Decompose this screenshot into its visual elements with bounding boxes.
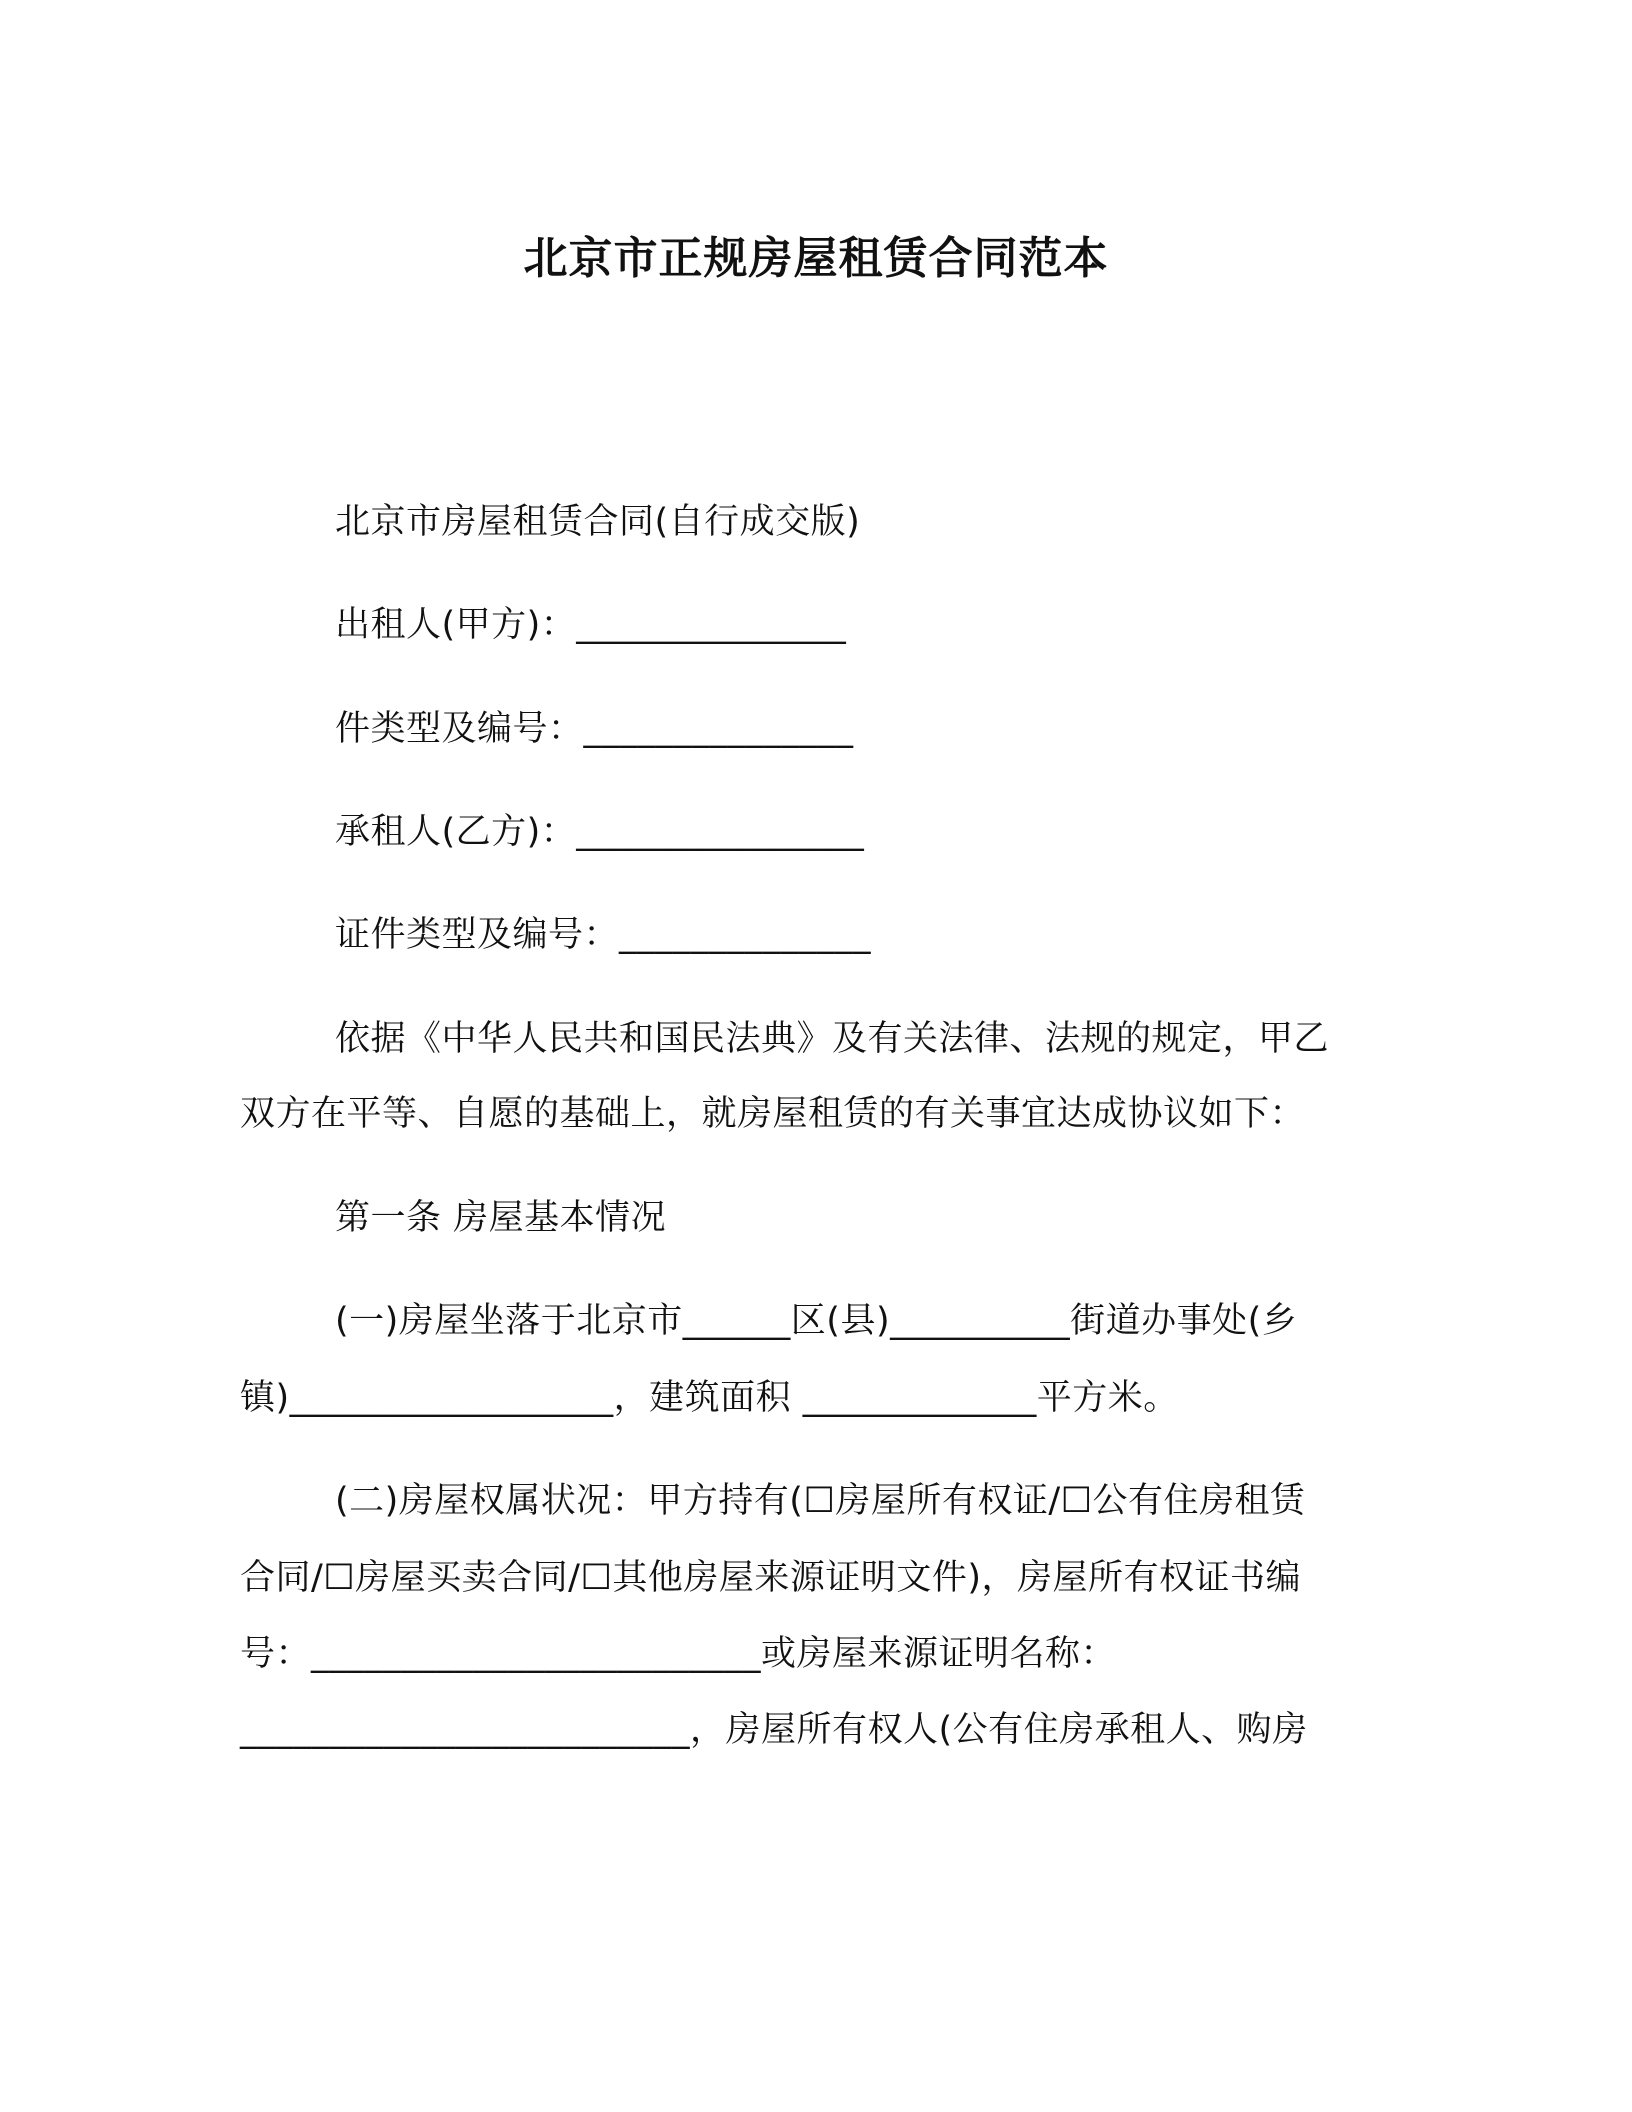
clause-2-line-4: _________________________，房屋所有权人(公有住房承租人、购房 [240, 1710, 1308, 1750]
clause-1-line-2: 镇)__________________，建筑面积 _____________平方米。 [240, 1378, 1179, 1418]
clause-2-line-1: (二)房屋权属状况：甲方持有(☐房屋所有权证/☐公有住房租赁 [335, 1481, 1306, 1521]
lessor-id-line: 件类型及编号：_______________ [335, 709, 854, 749]
document-title: 北京市正规房屋租赁合同范本 [523, 233, 1109, 284]
lessor-line: 出租人(甲方)：_______________ [335, 605, 847, 645]
preamble-line-1: 依据《中华人民共和国民法典》及有关法律、法规的规定，甲乙 [335, 1019, 1330, 1059]
lessee-line: 承租人(乙方)：________________ [335, 812, 865, 852]
preamble-line-2: 双方在平等、自愿的基础上，就房屋租赁的有关事宜达成协议如下： [240, 1094, 1306, 1134]
lessee-id-line: 证件类型及编号：______________ [335, 915, 872, 955]
contract-subtitle: 北京市房屋租赁合同(自行成交版) [335, 502, 861, 542]
clause-2-line-2: 合同/☐房屋买卖合同/☐其他房屋来源证明文件)，房屋所有权证书编 [240, 1558, 1301, 1598]
article-1-heading: 第一条 房屋基本情况 [335, 1198, 667, 1238]
clause-1-line-1: (一)房屋坐落于北京市______区(县)__________街道办事处(乡 [335, 1301, 1298, 1341]
clause-2-line-3: 号：_________________________或房屋来源证明名称： [240, 1634, 1117, 1674]
